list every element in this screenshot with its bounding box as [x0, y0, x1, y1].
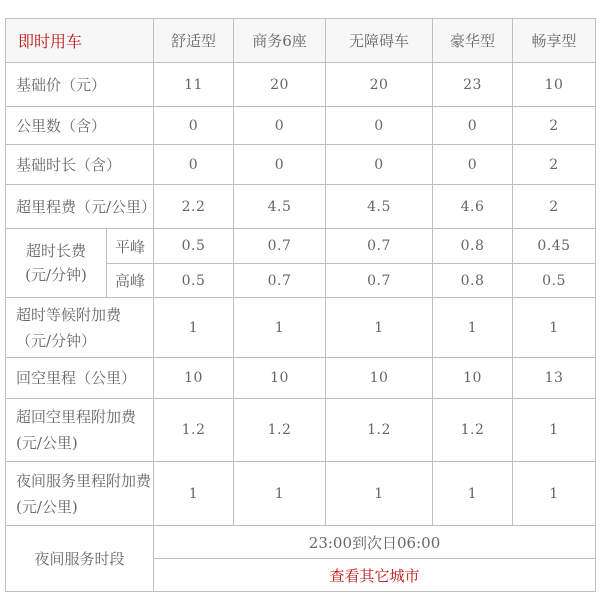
price-cell: 0.45 [513, 229, 596, 264]
row-label: 夜间服务时段 [6, 526, 154, 592]
header-row [6, 19, 596, 63]
column-header-business6: 商务6座 [234, 19, 326, 63]
price-cell: 1.2 [234, 399, 326, 462]
price-cell: 0 [433, 107, 513, 145]
price-cell: 0.7 [326, 229, 433, 264]
price-cell: 0 [234, 107, 326, 145]
price-cell: 10 [433, 358, 513, 399]
view-other-cities-cell [154, 559, 596, 592]
price-cell: 2.2 [154, 185, 234, 229]
row-label: 基础时长（含） [6, 145, 154, 185]
table-row-empty-return [6, 358, 596, 399]
price-cell: 1.2 [433, 399, 513, 462]
price-cell: 23 [433, 63, 513, 107]
column-header-accessible: 无障碍车 [326, 19, 433, 63]
price-cell: 1 [513, 462, 596, 526]
price-cell: 1 [234, 462, 326, 526]
price-cell: 13 [513, 358, 596, 399]
table-row-base-price [6, 63, 596, 107]
price-cell: 0 [326, 107, 433, 145]
row-label-line2: (元/公里) [16, 434, 78, 452]
price-cell: 0.5 [513, 264, 596, 298]
table-row-overtime-offpeak [6, 229, 596, 264]
price-cell: 1 [154, 462, 234, 526]
view-other-cities-link[interactable]: 查看其它城市 [329, 566, 420, 585]
price-cell: 1 [326, 298, 433, 358]
price-cell: 10 [154, 358, 234, 399]
price-cell: 4.5 [326, 185, 433, 229]
column-header-comfort: 舒适型 [154, 19, 234, 63]
night-service-time: 23:00到次日06:00 [154, 526, 596, 559]
table-title: 即时用车 [6, 19, 154, 63]
price-cell: 1 [234, 298, 326, 358]
subrow-label-offpeak: 平峰 [107, 229, 154, 264]
price-cell: 2 [513, 145, 596, 185]
subrow-label-peak: 高峰 [107, 264, 154, 298]
price-cell: 11 [154, 63, 234, 107]
price-cell: 10 [326, 358, 433, 399]
price-cell: 0 [154, 107, 234, 145]
price-cell: 0.7 [234, 229, 326, 264]
price-cell: 0.7 [234, 264, 326, 298]
row-label-line1: 夜间服务里程附加费 [16, 471, 152, 490]
price-cell: 1 [326, 462, 433, 526]
row-label-line2: (元/公里) [16, 497, 78, 516]
price-cell: 1 [513, 399, 596, 462]
price-cell: 1.2 [154, 399, 234, 462]
price-cell: 4.6 [433, 185, 513, 229]
table-row-included-km [6, 107, 596, 145]
price-cell: 1.2 [326, 399, 433, 462]
table-row-night-mileage-fee [6, 462, 596, 526]
price-cell: 0.5 [154, 264, 234, 298]
price-cell: 0 [326, 145, 433, 185]
price-cell: 0.8 [433, 264, 513, 298]
row-label [6, 399, 154, 462]
row-label [6, 462, 154, 526]
price-cell: 1 [433, 298, 513, 358]
row-label: 基础价（元） [6, 63, 154, 107]
price-cell: 2 [513, 185, 596, 229]
price-cell: 2 [513, 107, 596, 145]
row-label-line2: (元/分钟) [25, 266, 87, 284]
pricing-table [5, 18, 596, 592]
price-cell: 1 [433, 462, 513, 526]
row-label: 回空里程（公里） [6, 358, 154, 399]
price-cell: 20 [326, 63, 433, 107]
price-cell: 10 [513, 63, 596, 107]
price-cell: 10 [234, 358, 326, 399]
price-cell: 0 [433, 145, 513, 185]
row-label-line1: 超回空里程附加费 [16, 408, 137, 426]
row-label [6, 298, 154, 358]
column-header-luxury: 豪华型 [433, 19, 513, 63]
price-cell: 1 [513, 298, 596, 358]
price-cell: 0 [154, 145, 234, 185]
row-label: 超里程费（元/公里） [6, 185, 154, 229]
price-cell: 20 [234, 63, 326, 107]
table-row-over-mileage-fee [6, 185, 596, 229]
table-row-over-empty-return-fee [6, 399, 596, 462]
row-label-line2: （元/分钟） [16, 331, 97, 350]
row-label [6, 229, 107, 298]
row-label-line1: 超时等候附加费 [16, 305, 122, 324]
table-row-included-duration [6, 145, 596, 185]
table-row-overtime-waiting-fee [6, 298, 596, 358]
column-header-enjoy: 畅享型 [513, 19, 596, 63]
price-cell: 0.5 [154, 229, 234, 264]
price-cell: 1 [154, 298, 234, 358]
price-cell: 4.5 [234, 185, 326, 229]
row-label: 公里数（含） [6, 107, 154, 145]
price-cell: 0.8 [433, 229, 513, 264]
row-label-line1: 超时长费 [25, 242, 86, 260]
price-cell: 0 [234, 145, 326, 185]
price-cell: 0.7 [326, 264, 433, 298]
table-row-night-service-time [6, 526, 596, 559]
